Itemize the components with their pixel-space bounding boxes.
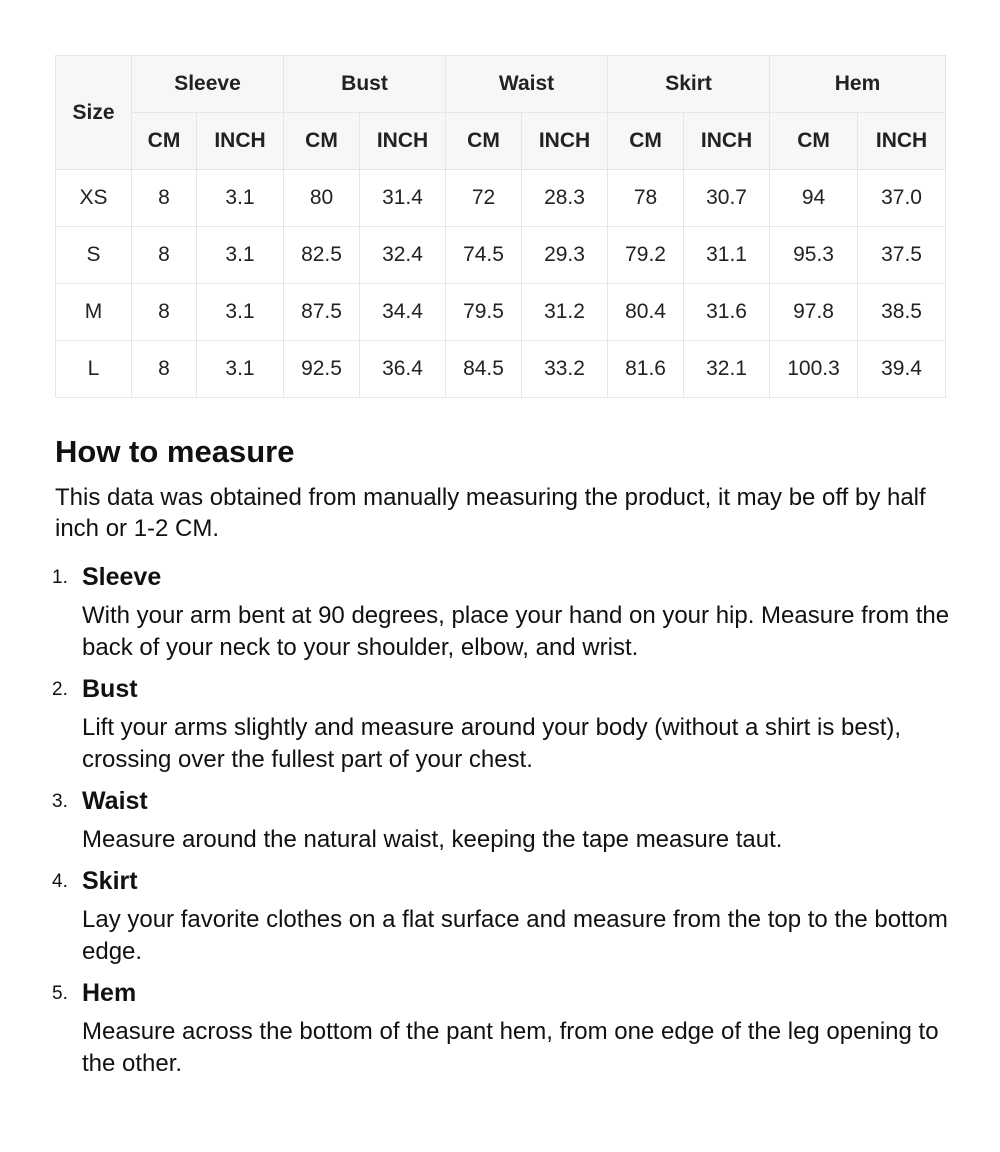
table-cell: 8: [132, 227, 197, 284]
group-header-bust: Bust: [284, 56, 446, 113]
list-item: [52, 560, 955, 664]
group-header-sleeve: Sleeve: [132, 56, 284, 113]
table-cell: 36.4: [360, 341, 446, 398]
list-item: [52, 672, 955, 776]
unit-header-inch: INCH: [522, 113, 608, 170]
table-cell: 82.5: [284, 227, 360, 284]
table-cell: 3.1: [197, 284, 284, 341]
table-cell: 92.5: [284, 341, 360, 398]
table-cell: 80: [284, 170, 360, 227]
table-cell: 30.7: [684, 170, 770, 227]
section-title: How to measure: [55, 434, 295, 469]
table-cell: 31.2: [522, 284, 608, 341]
table-cell: 3.1: [197, 170, 284, 227]
size-cell: S: [56, 227, 132, 284]
step-description: With your arm bent at 90 degrees, place your hand on your hip. Measure from the back of your neck to your shoulder, elbow, and wrist.: [82, 602, 950, 661]
table-cell: 8: [132, 284, 197, 341]
table-cell: 31.6: [684, 284, 770, 341]
size-cell: M: [56, 284, 132, 341]
table-row: [56, 284, 946, 341]
unit-header-inch: INCH: [197, 113, 284, 170]
list-item: [52, 864, 955, 968]
step-title: Skirt: [82, 867, 138, 895]
unit-header-inch: INCH: [684, 113, 770, 170]
table-cell: 37.5: [858, 227, 946, 284]
table-cell: 80.4: [608, 284, 684, 341]
step-title: Sleeve: [82, 563, 162, 591]
table-cell: 74.5: [446, 227, 522, 284]
table-cell: 3.1: [197, 341, 284, 398]
list-item: [52, 784, 955, 856]
list-item: [52, 976, 955, 1080]
table-cell: 100.3: [770, 341, 858, 398]
table-cell: 28.3: [522, 170, 608, 227]
list-number: 4.: [52, 871, 68, 892]
table-cell: 8: [132, 170, 197, 227]
table-cell: 72: [446, 170, 522, 227]
list-number: 1.: [52, 567, 68, 588]
table-cell: 3.1: [197, 227, 284, 284]
size-column-header: Size: [56, 56, 132, 170]
table-cell: 87.5: [284, 284, 360, 341]
table-cell: 29.3: [522, 227, 608, 284]
table-cell: 95.3: [770, 227, 858, 284]
measure-steps-list: [52, 560, 955, 1080]
table-cell: 31.1: [684, 227, 770, 284]
list-number: 3.: [52, 791, 68, 812]
table-cell: 8: [132, 341, 197, 398]
table-row: [56, 227, 946, 284]
how-to-measure-section: [52, 430, 955, 1088]
table-cell: 94: [770, 170, 858, 227]
list-number: 5.: [52, 983, 68, 1004]
group-header-hem: Hem: [770, 56, 946, 113]
step-description: Lay your favorite clothes on a flat surface and measure from the top to the bottom edge.: [82, 906, 948, 965]
step-description: Measure around the natural waist, keeping the tape measure taut.: [82, 826, 783, 853]
table-cell: 79.2: [608, 227, 684, 284]
table-cell: 79.5: [446, 284, 522, 341]
list-number: 2.: [52, 679, 68, 700]
table-cell: 32.4: [360, 227, 446, 284]
step-title: Bust: [82, 675, 138, 703]
table-cell: 97.8: [770, 284, 858, 341]
step-title: Hem: [82, 979, 137, 1007]
unit-header-cm: CM: [770, 113, 858, 170]
table-cell: 34.4: [360, 284, 446, 341]
size-cell: L: [56, 341, 132, 398]
unit-header-cm: CM: [284, 113, 360, 170]
unit-header-cm: CM: [132, 113, 197, 170]
step-title: Waist: [82, 787, 148, 815]
table-cell: 81.6: [608, 341, 684, 398]
step-description: Lift your arms slightly and measure around your body (without a shirt is best), crossing over the fullest part of your chest.: [82, 714, 902, 773]
table-row: [56, 170, 946, 227]
table-cell: 37.0: [858, 170, 946, 227]
table-row: [56, 341, 946, 398]
table-cell: 32.1: [684, 341, 770, 398]
intro-text: This data was obtained from manually measuring the product, it may be off by half inch or 1-2 CM.: [55, 484, 926, 542]
unit-header-cm: CM: [446, 113, 522, 170]
unit-header-row: [56, 113, 946, 170]
unit-header-inch: INCH: [858, 113, 946, 170]
size-cell: XS: [56, 170, 132, 227]
table-cell: 84.5: [446, 341, 522, 398]
size-chart-table: [55, 55, 946, 398]
table-cell: 39.4: [858, 341, 946, 398]
table-cell: 78: [608, 170, 684, 227]
group-header-waist: Waist: [446, 56, 608, 113]
step-description: Measure across the bottom of the pant hem, from one edge of the leg opening to the other.: [82, 1018, 939, 1077]
group-header-skirt: Skirt: [608, 56, 770, 113]
table-cell: 33.2: [522, 341, 608, 398]
group-header-row: [56, 56, 946, 113]
table-cell: 38.5: [858, 284, 946, 341]
table-cell: 31.4: [360, 170, 446, 227]
unit-header-cm: CM: [608, 113, 684, 170]
unit-header-inch: INCH: [360, 113, 446, 170]
